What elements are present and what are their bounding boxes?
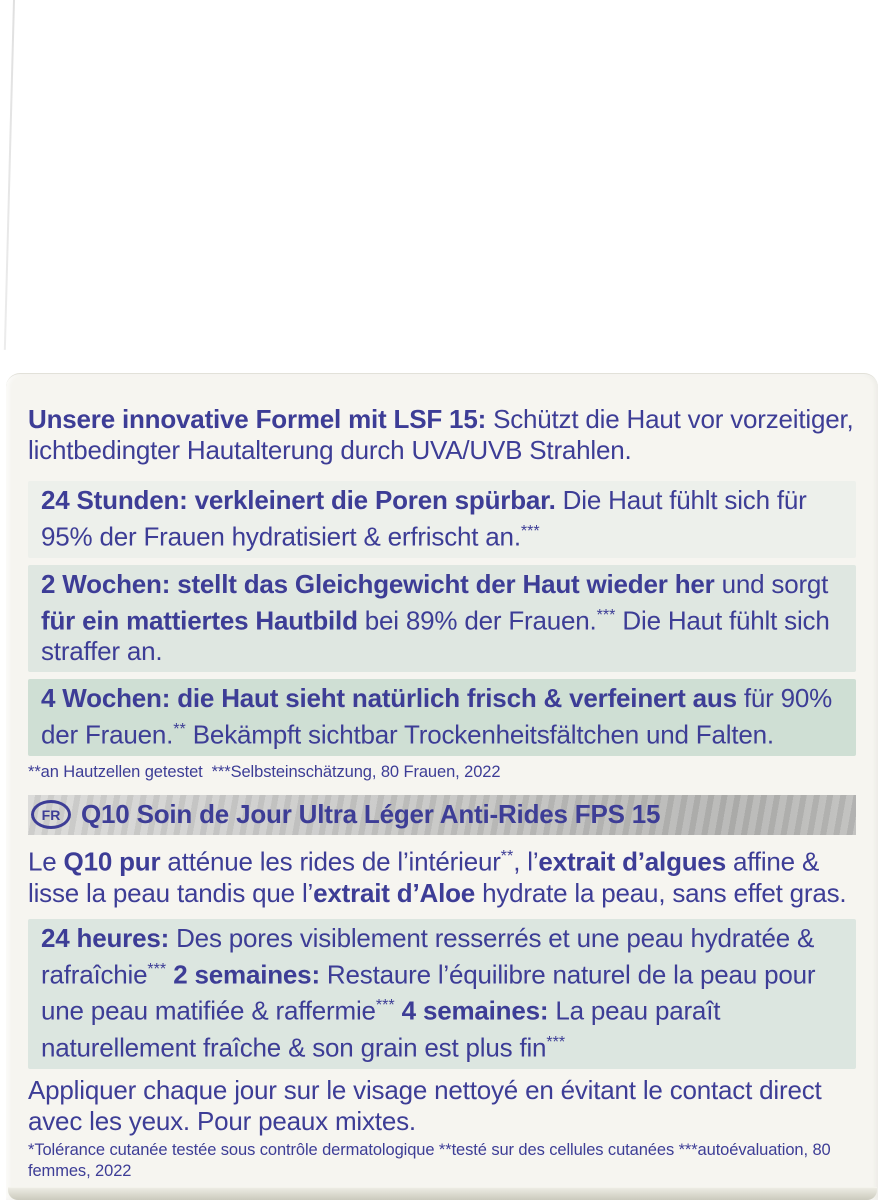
french-claims-text: 24 heures: Des pores visiblement resserrés et une peau hydratée & rafraîchie*** 2 semaines: Restaure l’équilibre naturel de la peau pour une peau matifiée & raffermie*** 4 semaines: La peau paraît naturellement fraîche & son grain est plus fin***: [41, 922, 816, 1063]
german-claim-24h-box: [28, 481, 856, 558]
french-usage-instructions: Appliquer chaque jour sur le visage nettoyé en évitant le contact direct avec les yeux. Pour peaux mixtes.: [28, 1074, 822, 1136]
fr-language-badge-icon: FR: [31, 800, 71, 829]
german-footnote: **an Hautzellen getestet ***Selbsteinschätzung, 80 Frauen, 2022: [28, 762, 501, 781]
french-section-header-bar: [28, 795, 856, 835]
german-spf-intro: Unsere innovative Formel mit LSF 15: Schützt die Haut vor vorzeitiger, lichtbedingter Hautalterung durch UVA/UVB Strahlen.: [28, 404, 854, 465]
info-panel: [6, 373, 878, 1200]
package-bottom-edge: [8, 1188, 877, 1200]
german-claim-4-weeks-box: [28, 679, 856, 756]
french-footnote: *Tolérance cutanée testée sous contrôle dermatologique **testé sur des cellules cutanées ***autoévaluation, 80 femmes, 2022: [28, 1140, 831, 1180]
german-claim-4-weeks-text: 4 Wochen: die Haut sieht natürlich frisch & verfeinert aus für 90% der Frauen.** Bekämpft sichtbar Trockenheitsfältchen und Falten.: [41, 683, 833, 750]
package-edge-line: [4, 0, 15, 350]
french-product-title: Q10 Soin de Jour Ultra Léger Anti-Rides FPS 15: [81, 799, 661, 830]
german-claim-2-weeks-box: [28, 565, 856, 673]
german-claim-24h-text: 24 Stunden: verkleinert die Poren spürbar. Die Haut fühlt sich für 95% der Frauen hydratisiert & erfrischt an.***: [41, 485, 807, 552]
german-claim-2-weeks-text: 2 Wochen: stellt das Gleichgewicht der Haut wieder her und sorgt für ein mattiertes Hautbild bei 89% der Frauen.*** Die Haut fühlt sich straffer an.: [41, 568, 830, 667]
french-claims-box: [28, 919, 856, 1069]
french-ingredients-intro: Le Q10 pur atténue les rides de l’intérieur**, l’extrait d’algues affine & lisse la peau tandis que l’extrait d’Aloe hydrate la peau, sans effet gras.: [28, 846, 847, 908]
